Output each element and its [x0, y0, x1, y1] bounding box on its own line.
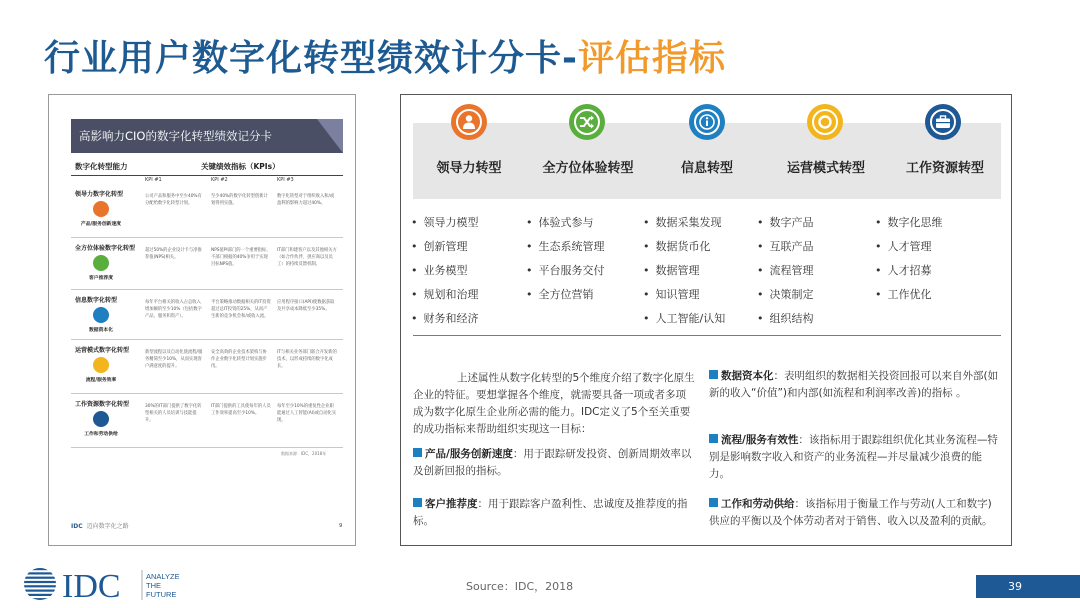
kpi-column-header: 关键绩效指标（KPIs） — [201, 162, 280, 171]
row-kpi-3: IT部门和建客户以及其他相关方（如合作伙伴、供应商以及员工）的持续反馈机制。 — [277, 248, 337, 267]
list-item: • 生态系统管理 — [526, 238, 605, 262]
metric-customer-advocacy — [413, 496, 693, 530]
square-bullet-icon — [709, 434, 718, 443]
list-item: • 组织结构 — [757, 310, 814, 334]
list-item: • 财务和经济 — [411, 310, 479, 334]
metric-process-efficiency — [709, 432, 999, 483]
shuffle-icon — [569, 104, 605, 140]
metric-text: ：用于跟踪客户盈利性、忠诚度及推荐度的指标。 — [413, 498, 688, 527]
page-number: 39 — [1008, 580, 1022, 593]
list-item: • 决策制定 — [757, 286, 814, 310]
metric-text: ：该指标用于衡量工作与劳动(人工和数字)供应的平衡以及个体劳动者对于销售、收入以及盈利的贡献。 — [709, 498, 993, 527]
list-item: • 人才招募 — [875, 262, 943, 286]
row-kpi-2: NPS值PI部门的一个重要指标，不部门相据的40%争用于实现目标NPS值。 — [211, 248, 271, 267]
tile-label: 运营模式转型 — [786, 161, 865, 176]
list-item: • 人工智能/认知 — [643, 310, 725, 334]
row-kpi-2: 至少40%的数字化转型创新计划得到实施。 — [211, 194, 268, 206]
scorecard-footer-brand: IDC — [71, 523, 83, 530]
row-kpi-3: IT与相关业务部门联合开发新的技术，以形成持续的数字化成长。 — [277, 350, 337, 369]
metric-title: 数据资本化 — [721, 370, 774, 382]
list-item: • 创新管理 — [411, 238, 479, 262]
idc-logo — [22, 566, 202, 602]
row-kpi-1: 新型流程以及自动化使流程/服务精简至少10%，从而实现客户满意度的提升。 — [145, 350, 203, 369]
metric-title: 工作和劳动供给 — [721, 498, 795, 510]
row-kpi-1: 每年平台相关的收入占总收入增加额的至少10%（包括数字产品、服务和资产）。 — [145, 300, 202, 319]
scorecard-document — [48, 94, 356, 546]
shuffle-icon — [93, 255, 109, 271]
list-item: • 数据管理 — [643, 262, 725, 286]
scorecard-row — [71, 291, 343, 340]
list-information — [643, 214, 725, 334]
kpi-label-1: KPI #1 — [145, 177, 162, 183]
scorecard-page-number: 9 — [339, 523, 343, 529]
page-number-box — [976, 575, 1080, 598]
scorecard-header — [71, 119, 343, 153]
metric-work-supply — [709, 496, 999, 530]
source-note: Source：IDC，2018 — [466, 580, 574, 593]
list-item: • 数据货币化 — [643, 238, 725, 262]
metric-text: ：表明组织的数据相关投资回报可以来自外部(如新的收入“价值”)和内部(如流程和利润率改善)的指标 。 — [709, 370, 999, 399]
row-kpi-1: 30%的IT部门提供了数字化转型相关的人员培训与技能提升。 — [145, 404, 202, 423]
list-leadership — [411, 214, 479, 334]
capability-column-header: 数字化转型能力 — [75, 162, 128, 171]
list-item: • 体验式参与 — [526, 214, 605, 238]
row-name: 领导力数字化转型 — [75, 191, 124, 198]
row-kpi-2: IT部门提供的工具使每年的人员工作效率提高至少10%。 — [211, 404, 271, 416]
metric-data-capitalization — [709, 368, 999, 402]
list-experience — [526, 214, 605, 310]
info-icon — [689, 104, 725, 140]
row-kpi-2: 平台策略推动数据相关的IT投资超过总IT投资的25%，从而产生新的竞争机会和/或收入流。 — [211, 300, 271, 319]
tile-label: 全方位体验转型 — [542, 161, 634, 176]
slide-title-main: 行业用户数字化转型绩效计分卡- — [44, 38, 578, 79]
square-bullet-icon — [413, 498, 422, 507]
row-metric: 数据资本化 — [89, 328, 113, 333]
info-icon — [93, 307, 109, 323]
footer-tagline-2: THE — [146, 581, 161, 590]
row-kpi-2: 安全高效的企业技术架构与协作企业数字化转型计划实施步伐。 — [211, 350, 267, 369]
scorecard-footer — [71, 521, 129, 530]
row-metric: 流程/服务效率 — [85, 378, 117, 383]
row-kpi-3: 数字化转型对于组织收入和/或盈利的影响力超过40%。 — [277, 194, 335, 206]
metric-innovation — [413, 446, 693, 480]
kpi-label-2: KPI #2 — [211, 177, 228, 183]
list-work-source — [875, 214, 943, 310]
list-item: • 人才管理 — [875, 238, 943, 262]
tile-label: 信息转型 — [680, 161, 733, 176]
footer-brand: IDC — [62, 568, 121, 602]
transformation-panel — [400, 94, 1012, 546]
list-item: • 数字化思维 — [875, 214, 943, 238]
square-bullet-icon — [709, 370, 718, 379]
ring-icon — [807, 104, 843, 140]
person-icon — [451, 104, 487, 140]
list-item: • 数据采集发现 — [643, 214, 725, 238]
metric-text: ：该指标用于跟踪组织优化其业务流程—特别是影响数字收入和资产的业务流程—并尽量减少浪费的能力。 — [709, 434, 998, 480]
row-metric: 客户推荐度 — [89, 276, 113, 281]
tile-label: 领导力转型 — [436, 161, 502, 176]
metric-title: 流程/服务有效性 — [721, 434, 799, 446]
ring-icon — [93, 357, 109, 373]
row-kpi-3: 应用程序接口(API)使数据获取及共享成本降低至少35%。 — [277, 300, 335, 312]
footer-tagline-3: FUTURE — [146, 590, 177, 599]
header-triangle-decoration — [317, 119, 343, 153]
list-item: • 平台服务交付 — [526, 262, 605, 286]
square-bullet-icon — [709, 498, 718, 507]
list-item: • 工作优化 — [875, 286, 943, 310]
list-item: • 全方位营销 — [526, 286, 605, 310]
slide-title — [44, 30, 726, 81]
footer-tagline-1: ANALYZE — [146, 572, 180, 581]
scorecard-row — [71, 239, 343, 290]
row-kpi-1: 公司产品和服务中至少40%有分配给数字化转型计划。 — [145, 194, 202, 206]
row-kpi-3: 每年至少10%的重复性企业职能通过人工智能(AI)或自动化实现。 — [277, 404, 337, 423]
metric-title: 客户推荐度 — [425, 498, 478, 510]
kpi-label-3: KPI #3 — [277, 177, 294, 183]
list-item: • 知识管理 — [643, 286, 725, 310]
slide-title-accent: 评估指标 — [577, 38, 726, 79]
briefcase-icon — [925, 104, 961, 140]
list-operating-model — [757, 214, 814, 334]
scorecard-header-title: 高影响力CIO的数字化转型绩效记分卡 — [79, 129, 272, 143]
scorecard-row — [71, 395, 343, 448]
row-name: 运营模式数字化转型 — [75, 347, 130, 354]
row-name: 工作资源数字化转型 — [75, 401, 130, 408]
list-item: • 规划和治理 — [411, 286, 479, 310]
divider — [413, 335, 1001, 336]
square-bullet-icon — [413, 448, 422, 457]
scorecard-row — [71, 341, 343, 394]
list-item: • 业务模型 — [411, 262, 479, 286]
row-name: 全方位体验数字化转型 — [75, 245, 136, 252]
row-name: 信息数字化转型 — [75, 297, 118, 304]
list-item: • 互联产品 — [757, 238, 814, 262]
metric-text: ：用于跟踪研发投资、创新周期效率以及创新回报的指标。 — [413, 448, 692, 477]
person-icon — [93, 201, 109, 217]
scorecard-source-note: 数据来源：IDC，2018年 — [281, 451, 327, 456]
intro-paragraph: 上述属性从数字化转型的5个维度介绍了数字化原生企业的特征。要想掌握各个维度，就需要具备一项或者多项成为数字化原生企业所必需的能力。IDC定义了5个至关重要的成功指标来帮助组织实现这一目标： — [413, 372, 695, 435]
briefcase-icon — [93, 411, 109, 427]
row-metric: 工作和劳动供给 — [84, 432, 118, 437]
list-item: • 流程管理 — [757, 262, 814, 286]
row-metric: 产品/服务创新速度 — [80, 222, 122, 227]
scorecard-footer-slogan: 迈向数字化之路 — [86, 523, 129, 530]
tile-label: 工作资源转型 — [905, 161, 984, 176]
list-item: • 数字产品 — [757, 214, 814, 238]
metric-title: 产品/服务创新速度 — [425, 448, 513, 460]
list-item: • 领导力模型 — [411, 214, 479, 238]
scorecard-column-header — [71, 157, 343, 176]
row-kpi-1: 超过50%的企业设计卡与净推荐值(NPS)相关。 — [145, 248, 202, 260]
scorecard-row — [71, 185, 343, 238]
